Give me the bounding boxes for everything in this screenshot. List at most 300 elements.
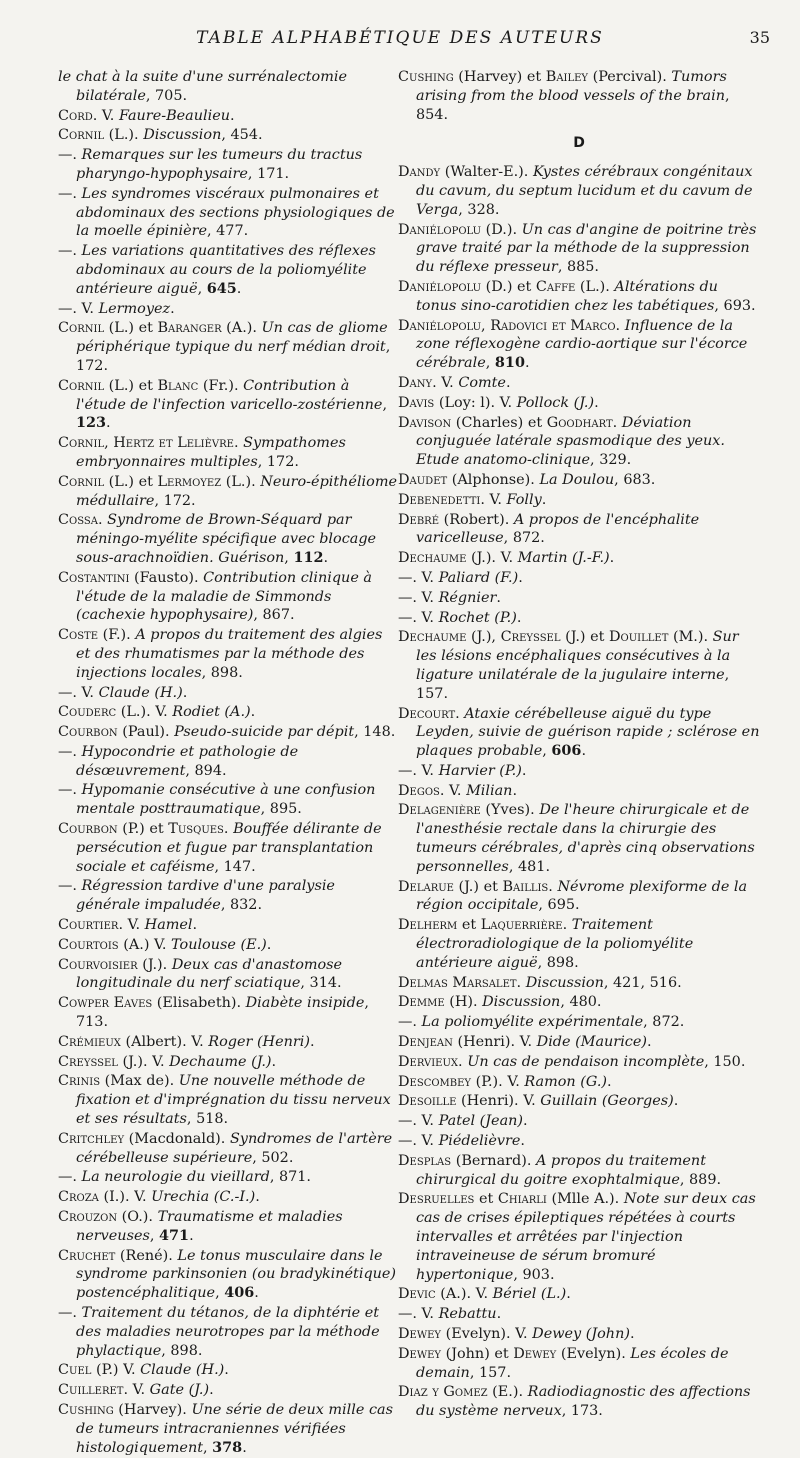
entry-text: (M.). [668, 629, 713, 646]
entry-title: Patel (Jean) [438, 1113, 524, 1130]
index-entry [58, 1304, 398, 1360]
entry-title: Pollock (J.) [516, 394, 595, 411]
entry-text: —. V. [398, 762, 439, 779]
author-name: Degos [398, 782, 440, 799]
index-entry [58, 107, 398, 126]
entry-text: (Paul). [117, 724, 175, 741]
entry-text: (P.). V. [471, 1073, 525, 1090]
author-name: Chiarli [497, 1191, 547, 1208]
entry-text: , 329. [590, 452, 632, 469]
index-entry [58, 1053, 398, 1072]
entry-title: Neuro-épithéliome médullaire [76, 473, 397, 509]
entry-text: , 421, 516. [603, 974, 682, 991]
entry-title: Piédelièvre [438, 1133, 521, 1150]
entry-text: (J.). V. [466, 550, 518, 567]
entry-text: , [215, 1285, 225, 1302]
entry-title: A propos de l'encéphalite varicelleuse [416, 511, 700, 547]
entry-text: . [615, 317, 625, 334]
author-name: Daniélopolu [398, 221, 482, 238]
author-name: Davis [398, 394, 435, 411]
entry-text: —. V. [58, 300, 99, 317]
author-name: Crinis [58, 1073, 101, 1090]
entry-text: . [310, 1033, 315, 1050]
entry-title: Discussion [482, 994, 561, 1011]
entry-title: Hypocondrie et pathologie de désœuvrement [76, 743, 299, 779]
entry-text: , 314. [300, 975, 342, 992]
entry-title: Claude (H.) [140, 1362, 225, 1379]
author-name: Courbon [58, 821, 118, 838]
entry-text: . [520, 1133, 525, 1150]
index-entry [398, 705, 760, 761]
entry-text: (Harvey). [113, 1401, 192, 1418]
entry-text: (Henri). V. [452, 1034, 537, 1051]
entry-text: . [458, 1053, 468, 1070]
index-entry [398, 1033, 760, 1052]
entry-text: , 328. [458, 201, 500, 218]
entry-text: (L.) et [104, 473, 158, 490]
author-name: Cushing [58, 1401, 114, 1418]
author-name: Denjean [398, 1034, 453, 1051]
entry-text: . [581, 743, 587, 760]
index-entry [398, 609, 760, 628]
entry-text: (H). [444, 994, 483, 1011]
author-name: Cornil [58, 435, 105, 452]
entry-text: . [541, 491, 547, 508]
entry-title: Claude (H.) [98, 684, 183, 701]
entry-title: Influence de la zone réflexogène cardio-aortique sur l'écorce cérébrale [416, 317, 748, 372]
author-name: Laquerrière [480, 917, 563, 934]
index-entry [398, 762, 760, 781]
index-entry [398, 374, 760, 393]
entry-text: (Fr.). [198, 377, 244, 394]
author-name: Croza [58, 1189, 99, 1206]
index-entry [58, 319, 398, 375]
entry-text: (J.) et [453, 878, 503, 895]
author-name: Radovici et Marco [490, 317, 616, 334]
entry-text: (Elisabeth). [152, 995, 246, 1012]
author-name: Cowper Eaves [58, 995, 153, 1012]
entry-text: (O.). [117, 1209, 158, 1226]
entry-text: , 172. [257, 453, 299, 470]
index-entry [398, 1383, 760, 1421]
entry-text: . V. [480, 491, 507, 508]
author-name: Couderc [58, 704, 117, 721]
author-name: Davison [398, 414, 452, 431]
index-entry [58, 1188, 398, 1207]
index-entry [398, 221, 760, 277]
entry-text: (D.). [481, 221, 522, 238]
entry-text: , 481. [508, 858, 551, 875]
author-name: Decourt [398, 705, 456, 722]
entry-title: Kystes cérébraux congénitaux du cavum, du septum lucidum et du cavum de Verga [416, 164, 753, 218]
author-name: Lermoyez [157, 473, 222, 490]
entry-text: . [209, 1382, 214, 1399]
entry-title: Névrome plexiforme de la région occipitale [416, 878, 748, 914]
entry-title: A propos du traitement chirurgical du goitre exophtalmique [416, 1152, 706, 1188]
author-name: Caffe [535, 278, 576, 295]
entry-text: (Mlle A.). [546, 1191, 624, 1208]
section-letter: D [573, 135, 585, 152]
left-column [58, 68, 398, 1458]
entry-title: Radiodiagnostic des affections du système nerveux [416, 1384, 751, 1420]
author-name: Delherm [398, 917, 458, 934]
entry-title: Faure-Beaulieu [118, 107, 230, 124]
entry-text: , 683. [614, 471, 656, 488]
page-ref-bold: 378 [212, 1438, 243, 1456]
page-number: 35 [749, 28, 770, 47]
author-name: Delagenière [398, 802, 481, 819]
entry-title: Contribution clinique à l'étude de la maladie de Simmonds (cachexie hypophysaire) [76, 569, 372, 624]
index-entry [58, 1130, 398, 1168]
entry-text: (Max de). [100, 1073, 179, 1090]
author-name: Baranger [157, 320, 222, 337]
entry-text: , 832. [220, 897, 263, 914]
index-entry [398, 1325, 760, 1344]
index-entry [58, 1208, 398, 1246]
index-entry [398, 1152, 760, 1190]
entry-text: (Walter-E.). [440, 164, 533, 181]
entry-text: . [455, 705, 465, 722]
entry-text: —. [58, 782, 82, 799]
entry-text: (John) et [441, 1345, 514, 1362]
entry-text: . [271, 1053, 277, 1070]
author-name: Dechaume [398, 629, 467, 646]
entry-title: Ataxie cérébelleuse aiguë du type Leyden, suivie de guérison rapide ; sclérose en plaques probable [416, 705, 760, 760]
entry-text: , 898. [201, 664, 243, 681]
index-entry [58, 1361, 398, 1380]
entry-title: Note sur deux cas cas de crises épileptiques répétées à courts intervalles et arrêtées par l'injection intraveineuse de sérum bromuré hypertonique [416, 1191, 756, 1283]
index-entry [398, 491, 760, 510]
index-entry [398, 511, 760, 549]
entry-text: . [523, 1113, 528, 1130]
entry-text: . [242, 1439, 247, 1456]
entry-title: Dechaume (J.) [169, 1053, 272, 1070]
entry-title: Déviation conjuguée latérale spasmodique des yeux. Etude anatomo-clinique [416, 414, 725, 469]
index-entry [58, 1247, 398, 1303]
index-entry [58, 146, 398, 184]
entry-text: . [516, 974, 526, 991]
index-entry [398, 1345, 760, 1383]
page-ref-bold: 810 [494, 354, 525, 372]
entry-text: (Yves). [480, 802, 540, 819]
entry-title: Pseudo-suicide par dépit [174, 724, 355, 741]
entry-text: (Alphonse). [447, 471, 540, 488]
index-entry [398, 1190, 760, 1284]
entry-text: , 705. [145, 87, 188, 104]
entry-text: —. [58, 243, 82, 260]
entry-title: Milian [466, 782, 513, 799]
entry-title: La Doulou [539, 471, 615, 488]
author-name: Cord [58, 107, 93, 124]
entry-text: (L.). [575, 278, 615, 295]
entry-text: . [192, 917, 198, 934]
author-name: Dewey [513, 1345, 557, 1362]
entry-text: . [170, 300, 175, 317]
author-name: Creyssel [500, 629, 561, 646]
entry-text: (F.). [98, 627, 136, 644]
index-entry [398, 1132, 760, 1151]
entry-title: Guillain (Georges) [540, 1093, 674, 1110]
entry-text: . [496, 589, 501, 606]
entry-title: La neurologie du vieillard [81, 1169, 270, 1186]
index-entry [58, 126, 398, 145]
entry-text: . [106, 415, 111, 432]
author-name: Baillis [502, 878, 549, 895]
entry-text: , 885. [557, 259, 600, 276]
entry-text: (Percival). [588, 69, 672, 85]
author-name: Bailey [545, 69, 589, 85]
right-column-continuation [398, 68, 760, 124]
entry-text: (L.). V. [116, 704, 173, 721]
entry-text: , 903. [513, 1266, 555, 1283]
index-entry [398, 68, 760, 124]
author-name: Dewey [398, 1326, 442, 1342]
entry-text: , 872. [643, 1014, 685, 1031]
entry-text: . V. [123, 1382, 150, 1399]
entry-text: , 889. [679, 1171, 722, 1188]
index-entry [398, 993, 760, 1012]
entry-text: . [562, 917, 572, 934]
entry-text: . [224, 1362, 229, 1379]
index-entry [58, 569, 398, 625]
author-name: Demme [398, 994, 445, 1011]
entry-title: Rodiet (A.) [172, 704, 251, 721]
entry-text: , [382, 396, 388, 413]
index-entry [58, 1033, 398, 1052]
entry-title: Hamel [144, 917, 193, 934]
entry-text: , 148. [354, 724, 396, 741]
index-entry [58, 511, 398, 567]
entry-title: Deux cas d'anastomose longitudinale du nerf sciatique [76, 956, 343, 992]
entry-title: Comte [458, 374, 506, 391]
index-entry [398, 1285, 760, 1304]
index-entry [398, 549, 760, 568]
running-header [0, 28, 800, 52]
author-name: Cornil [58, 320, 105, 337]
entry-text: , [203, 1439, 213, 1456]
author-name: Dewey [398, 1345, 442, 1362]
entry-title: Un cas d'angine de poitrine très grave traité par la méthode de la suppression du réflexe presseur [416, 221, 757, 276]
entry-title: Traitement électroradiologique de la poliomyélite antérieure aiguë [416, 917, 694, 971]
page-ref-bold: 123 [76, 414, 107, 432]
index-entry [398, 1112, 760, 1131]
entry-text: , 157. [416, 666, 730, 702]
entry-text: , 502. [252, 1149, 294, 1166]
entry-text: . [230, 107, 235, 124]
entry-title: Régnier [438, 589, 497, 606]
entry-text: (E.). [487, 1384, 528, 1401]
entry-text: (A.) V. [118, 936, 172, 953]
page-ref-bold: 645 [206, 279, 237, 297]
index-entry [58, 703, 398, 722]
index-entry [398, 1305, 760, 1324]
entry-text: . [612, 414, 622, 431]
entry-text: . [607, 1073, 612, 1090]
author-name: Delmas Marsalet [398, 974, 517, 991]
author-name: Daniélopolu [398, 317, 482, 334]
entry-text: (J.), [466, 629, 501, 646]
entry-text: , 854. [416, 87, 730, 123]
entry-title: Syndromes de l'artère cérébelleuse supérieure [76, 1130, 393, 1166]
entry-text: (A.). V. [435, 1286, 493, 1303]
author-name: Descombey [398, 1073, 472, 1090]
index-entry [58, 1072, 398, 1128]
entry-text: (René). [115, 1247, 178, 1264]
entry-text: . [182, 684, 188, 701]
entry-title: Ramon (G.) [524, 1073, 608, 1090]
entry-text: —. V. [398, 569, 439, 586]
entry-text: —. V. [398, 1306, 439, 1323]
author-name: Courtier [58, 917, 119, 934]
author-name: Courvoisier [58, 956, 138, 973]
entry-title: Traitement du tétanos, de la diphtérie et des maladies neurotropes par la méthode phylactique [76, 1305, 380, 1359]
index-entry [398, 471, 760, 490]
author-name: Diaz y Gomez [398, 1384, 488, 1401]
entry-text: , 454. [221, 127, 263, 144]
entry-title: Paliard (F.) [438, 569, 519, 586]
entry-title: Dide (Maurice) [536, 1034, 647, 1051]
index-entry [58, 377, 398, 433]
entry-title: Urechia (C.-I.) [151, 1189, 256, 1206]
entry-text: . [629, 1326, 635, 1342]
index-entry [58, 1401, 398, 1457]
entry-text: (Macdonald). [124, 1130, 230, 1147]
entry-title: Discussion [525, 974, 604, 991]
index-entry [58, 994, 398, 1032]
entry-text: . [673, 1093, 679, 1110]
entry-text: . V. [118, 917, 145, 934]
entry-title: Régression tardive d'une paralysie générale impaludée [76, 878, 335, 914]
entry-text: , 898. [161, 1342, 203, 1359]
entry-text: (Bernard). [451, 1152, 537, 1169]
index-entry [58, 877, 398, 915]
entry-text: . [254, 1285, 259, 1302]
entry-text: , [104, 435, 114, 452]
entry-text: . [266, 936, 272, 953]
index-entry [398, 589, 760, 608]
index-entry [58, 68, 398, 106]
index-entry [58, 723, 398, 742]
entry-text: (Loy: l). V. [434, 394, 517, 411]
entry-title: Harvier (P.) [438, 762, 522, 779]
author-name: Critchley [58, 1130, 125, 1147]
entry-text: . [505, 374, 511, 391]
author-name: Desplas [398, 1152, 452, 1169]
entry-text: (L.) et [104, 320, 158, 337]
entry-text: , 713. [76, 995, 369, 1031]
author-name: Desruelles [398, 1191, 475, 1208]
entry-text: —. V. [58, 684, 99, 701]
entry-text: , [485, 355, 495, 372]
entry-text: —. [58, 878, 82, 895]
entry-text: , 898. [537, 954, 579, 971]
entry-text: (A.). [221, 320, 262, 337]
entry-title: Sympathomes embryonnaires multiples [76, 435, 346, 470]
entry-text: (L.). [104, 127, 144, 144]
entry-text: , 173. [561, 1403, 603, 1420]
index-entry [398, 278, 760, 316]
entry-text: . [223, 821, 234, 838]
index-entry [398, 1053, 760, 1072]
entry-text: . [189, 1227, 194, 1244]
index-entry [58, 820, 398, 876]
entry-text: . [516, 609, 522, 626]
index-entry [58, 916, 398, 935]
author-name: Dandy [398, 164, 441, 181]
entry-text: (Harvey) et [453, 69, 546, 85]
index-entry [398, 916, 760, 972]
author-name: Blanc [157, 377, 199, 394]
entry-title: Discussion [143, 127, 222, 144]
entry-text: et [474, 1191, 498, 1208]
entry-text: (D.) et [481, 278, 536, 295]
entry-text: , [284, 549, 294, 566]
entry-text: , 172. [76, 339, 391, 374]
page-ref-bold: 606 [551, 742, 582, 760]
entry-text: —. [58, 1305, 82, 1321]
author-name: Desoille [398, 1093, 457, 1110]
entry-text: . V. [439, 782, 467, 799]
entry-text: , 172. [154, 492, 196, 509]
author-name: Daniélopolu [398, 278, 482, 295]
entry-text: —. [58, 185, 82, 202]
index-entry [398, 782, 760, 801]
entry-title: Bériel (L.) [492, 1286, 567, 1303]
entry-text: (J.). V. [117, 1053, 170, 1070]
entry-title: Syndrome de Brown-Séquard par méningo-myélite spécifique avec blocage sous-arachnoïdien. Guérison [76, 512, 377, 566]
author-name: Cornil [58, 377, 105, 394]
author-name: Delarue [398, 878, 454, 895]
index-entry [58, 300, 398, 319]
entry-title: Gate (J.) [149, 1382, 210, 1399]
author-name: Courbon [58, 724, 118, 741]
entry-title: Un cas de gliome périphérique typique du nerf médian droit [76, 320, 388, 356]
entry-text: , [149, 1227, 160, 1244]
entry-text: (Evelyn). [556, 1345, 631, 1362]
index-entry [58, 1381, 398, 1400]
page-ref-bold: 471 [159, 1226, 190, 1244]
author-name: Coste [58, 627, 99, 644]
entry-text: . [518, 569, 523, 586]
entry-text: , 157. [469, 1364, 512, 1381]
entry-text: , [542, 743, 552, 760]
entry-text: , 480. [560, 994, 602, 1011]
index-entry [58, 473, 398, 511]
entry-text: , 150. [704, 1053, 746, 1070]
entry-text: (P.) et [117, 821, 169, 838]
author-name: Costantini [58, 569, 130, 586]
author-name: Hertz et Lelièvre [113, 435, 234, 452]
entry-title: Les variations quantitatives des réflexes abdominaux au cours de la poliomyélite antérieure aiguë [76, 243, 376, 297]
index-entry [398, 1092, 760, 1111]
index-entry [398, 801, 760, 876]
entry-text: (J.). [137, 956, 172, 973]
entry-text: (Charles) et [451, 414, 547, 431]
entry-title: Contribution à l'étude de l'infection varicello-zostérienne [76, 377, 383, 413]
author-name: Crouzon [58, 1209, 118, 1226]
entry-title: Diabète insipide [245, 995, 365, 1012]
author-name: Cuilleret [58, 1382, 124, 1399]
index-entry [398, 974, 760, 993]
entry-text: . [323, 549, 329, 566]
page-title: TABLE ALPHABÉTIQUE DES AUTEURS [196, 28, 604, 48]
entry-text: . [250, 704, 256, 721]
entry-title: De l'heure chirurgicale et de l'anesthésie rectale dans la chirurgie des tumeurs cérébrales, d'après cinq observations personnelles [416, 802, 755, 875]
entry-text: . [646, 1034, 652, 1051]
entry-title: Lermoyez [98, 300, 171, 317]
entry-text: , [197, 280, 207, 297]
entry-text: . [521, 762, 527, 779]
